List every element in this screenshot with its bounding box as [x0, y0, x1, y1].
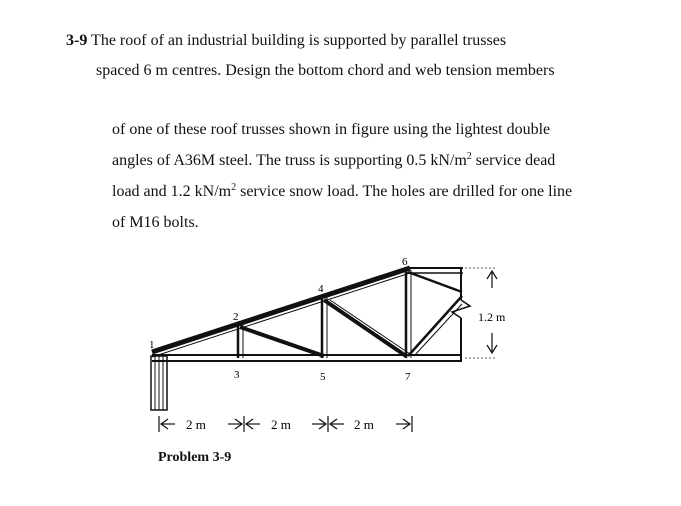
- bottom-chord: [152, 355, 462, 361]
- node-label-4: 4: [318, 283, 324, 295]
- node-label-2: 2: [233, 311, 239, 323]
- problem-line-4-a: angles of A36M steel. The truss is supporting 0.5 kN/m: [112, 152, 467, 169]
- height-label: 1.2 m: [478, 310, 506, 324]
- node-label-1: 1: [149, 339, 155, 351]
- problem-line-5-sup: 2: [231, 182, 237, 193]
- height-dimension: [465, 268, 506, 358]
- problem-line-1-text: The roof of an industrial building is supported by parallel trusses: [91, 32, 507, 49]
- problem-line-6: of M16 bolts.: [112, 214, 199, 231]
- node-label-3: 3: [234, 369, 240, 381]
- span-dimensions: [159, 416, 412, 432]
- top-chord: [152, 268, 463, 357]
- span-label-1: 2 m: [186, 417, 206, 432]
- problem-line-5-b: service snow load. The holes are drilled for one line: [236, 183, 573, 200]
- node-label-5: 5: [320, 371, 326, 383]
- problem-line-4-b: service dead: [471, 152, 556, 169]
- problem-line-4-sup: 2: [466, 151, 472, 162]
- node-label-6: 6: [402, 256, 408, 268]
- node-label-7: 7: [405, 371, 411, 383]
- problem-line-2: spaced 6 m centres. Design the bottom chord and web tension members: [96, 62, 555, 79]
- span-label-3: 2 m: [354, 417, 374, 432]
- node-labels: [149, 256, 411, 383]
- figure-caption: Problem 3-9: [158, 450, 232, 465]
- problem-number: 3-9: [66, 32, 88, 49]
- span-label-2: 2 m: [271, 417, 291, 432]
- problem-line-3: of one of these roof trusses shown in figure using the lightest double: [112, 121, 551, 138]
- problem-line-5-a: load and 1.2 kN/m: [112, 183, 232, 200]
- support-column: [151, 356, 167, 410]
- right-end-post: [452, 268, 470, 361]
